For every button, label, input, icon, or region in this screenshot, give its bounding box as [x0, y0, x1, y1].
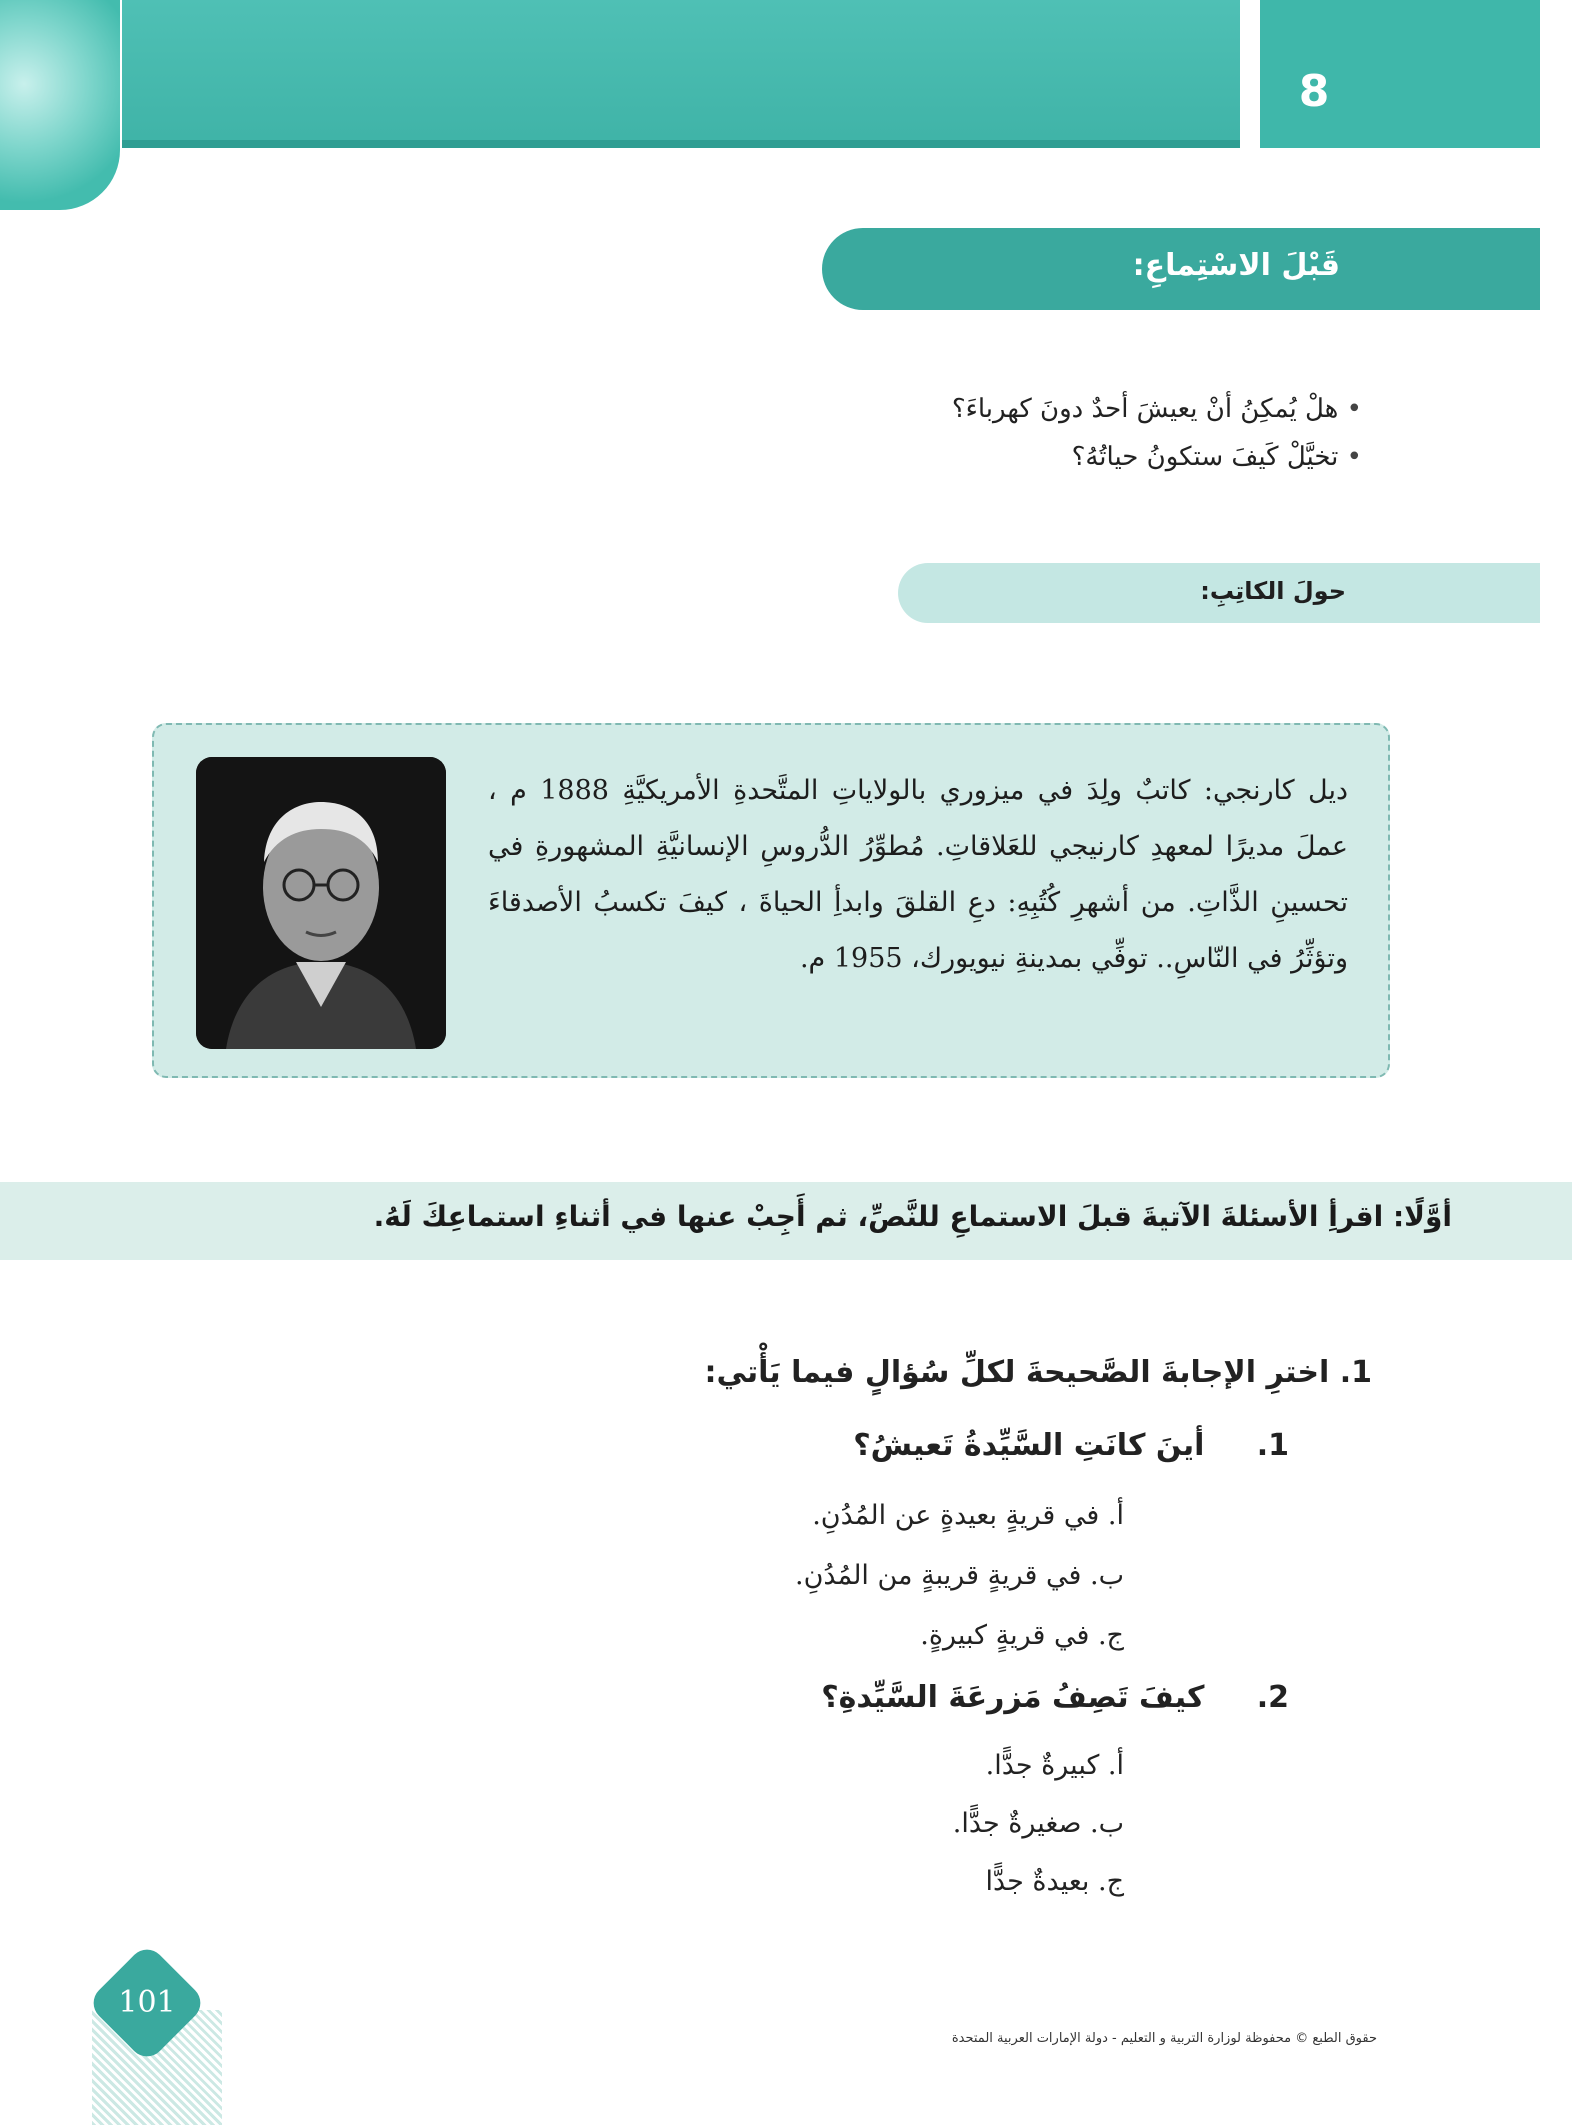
bullet-item: • هلْ يُمكِنُ أنْ يعيشَ أحدٌ دونَ كهرباءَ؟: [662, 385, 1362, 433]
header-band: [122, 0, 1240, 148]
option-item: أ. في قريةٍ بعيدةٍ عن المُدُنِ.: [812, 1500, 1124, 1531]
section-title: حولَ الكاتِبِ:: [1200, 577, 1346, 605]
header-band-shadow: [122, 140, 1240, 148]
author-portrait-icon: [196, 757, 446, 1049]
bullet-list: [662, 385, 1362, 481]
bullet-item: • تخيَّلْ كَيفَ ستكونُ حياتُهُ؟: [662, 433, 1362, 481]
author-bio: ديل كارنجي: كاتبٌ ولِدَ في ميزوري بالولاياتِ المتَّحدةِ الأمريكيَّةِ 1888 م ، عملَ مديرًا لمعهدِ كارنيجي للعَلاقاتِ. مُطوِّرُ الدُّروسِ الإنسانيَّةِ المشهورةِ في تحسينِ الذَّاتِ. من أشهرِ كُتُبِهِ: دعِ القلقَ وابدأِ الحياةَ ، كيفَ تكسبُ الأصدقاءَ وتؤثِّرُ في النّاسِ.. توفِّي بمدينةِ نيويورك، 1955 م.: [488, 775, 1348, 974]
instruction-text: أوَّلًا: اقرأِ الأسئلةَ الآتيةَ قبلَ الاستماعِ للنَّصِّ، ثم أَجِبْ عنها في أثناءِ استماعِكَ لَهُ.: [373, 1200, 1452, 1233]
question-number: 2.: [1256, 1680, 1289, 1715]
option-item: ب. صغيرةٌ جدًّا.: [952, 1808, 1124, 1839]
author-info-box: [152, 723, 1390, 1078]
question-text: كيفَ تَصِفُ مَزرعَةَ السَّيِّدةِ؟: [821, 1680, 1205, 1715]
page-number: 101: [118, 1985, 176, 2020]
section-title: قَبْلَ الاسْتِماعِ:: [1132, 248, 1340, 283]
option-item: ب. في قريةٍ قريبةٍ من المُدُنِ.: [795, 1560, 1124, 1591]
question-number: 1.: [1256, 1428, 1289, 1463]
question-1: [853, 1428, 1289, 1463]
corner-decoration: [0, 0, 120, 210]
instruction-band: [0, 1182, 1572, 1260]
option-item: ج. في قريةٍ كبيرةٍ.: [920, 1620, 1124, 1651]
option-item: ج. بعيدةٌ جدًّا: [985, 1866, 1124, 1897]
section-header-before-listening: [822, 228, 1540, 310]
option-item: أ. كبيرةٌ جدًّا.: [985, 1750, 1124, 1781]
question-2: [821, 1680, 1289, 1715]
header-divider: [1240, 0, 1260, 165]
unit-number: 8: [1298, 66, 1330, 117]
copyright-text: حقوق الطبع © محفوظة لوزارة التربية و التعليم - دولة الإمارات العربية المتحدة: [951, 2031, 1377, 2046]
exercise-title: 1. اخترِ الإجابةَ الصَّحيحةَ لكلِّ سُؤالٍ فيما يَأْتي:: [704, 1355, 1372, 1390]
question-text: أينَ كانَتِ السَّيِّدةُ تَعيشُ؟: [853, 1428, 1205, 1463]
section-header-about-author: [898, 563, 1540, 623]
